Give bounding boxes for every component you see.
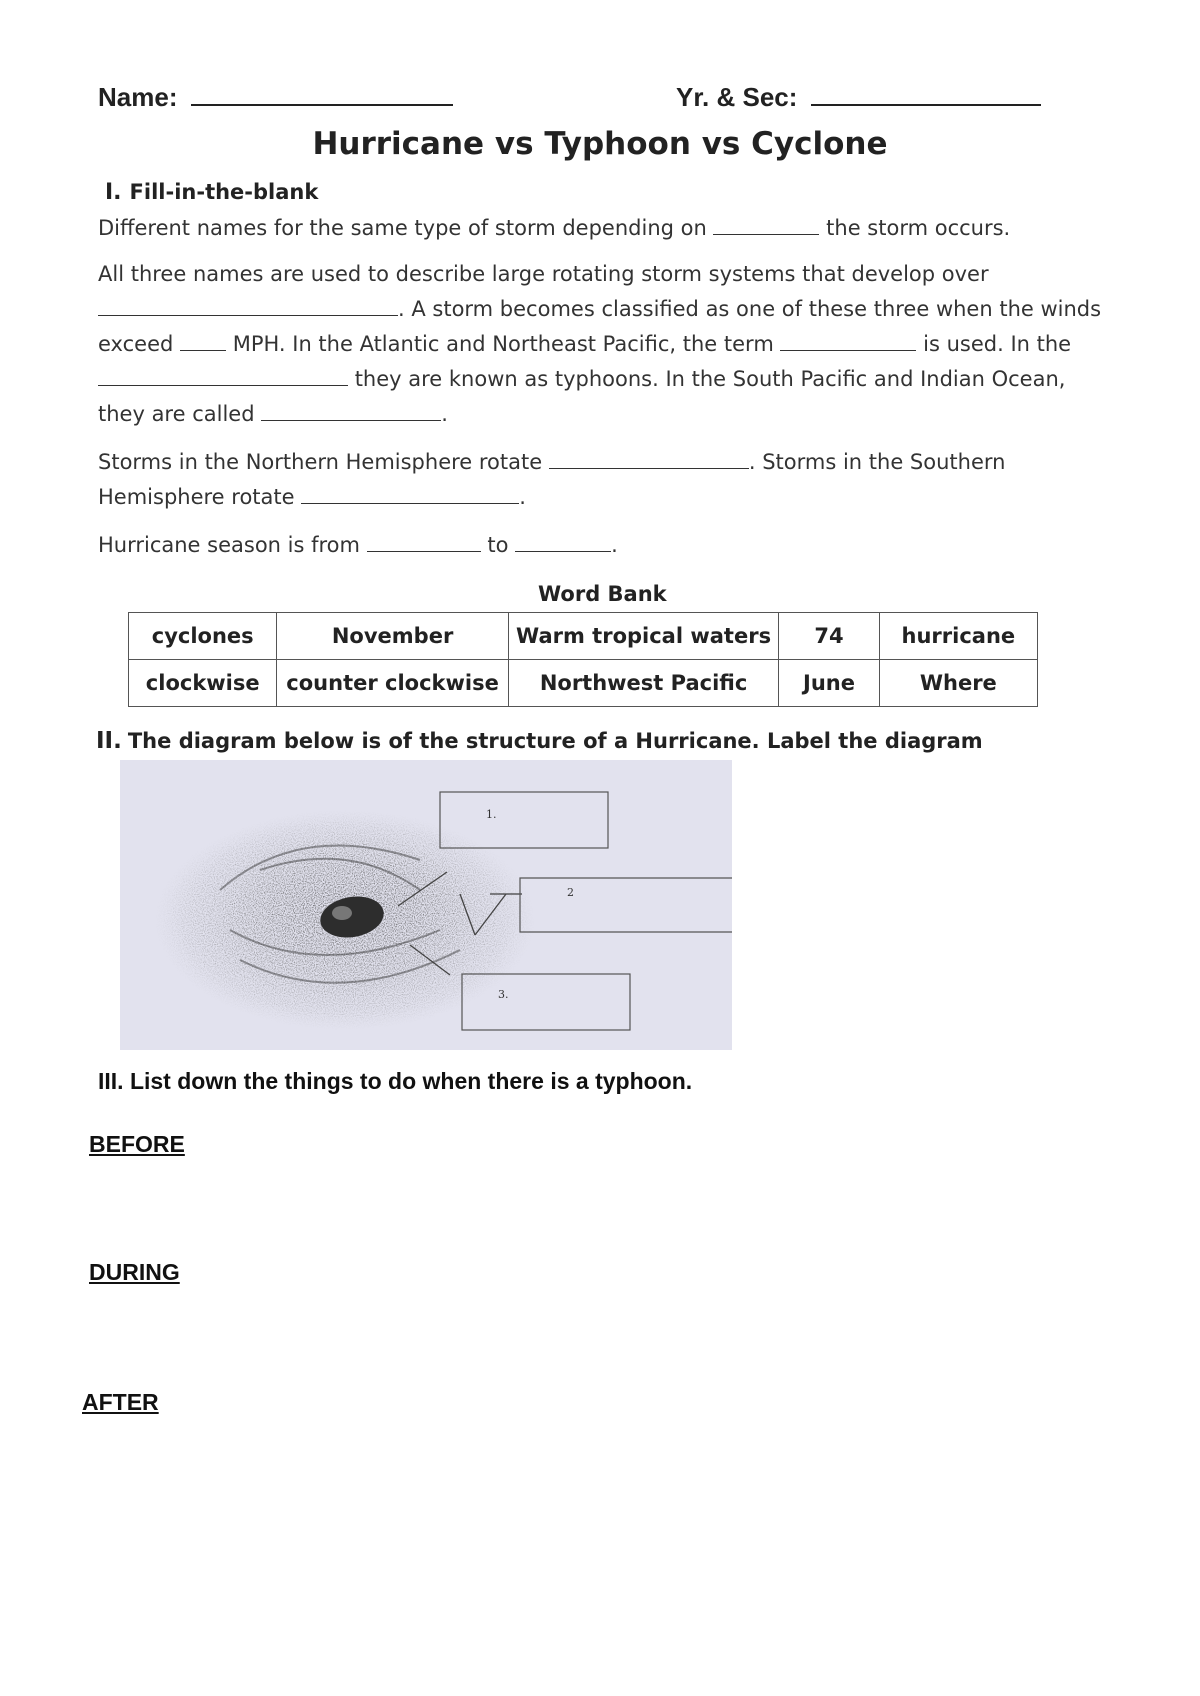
- part2-numeral: II.: [96, 728, 122, 754]
- p3-line-1: [98, 450, 1005, 474]
- p4-text-b: to: [487, 533, 509, 557]
- blank-mph[interactable]: [180, 332, 226, 351]
- blank-season-start[interactable]: [367, 533, 481, 552]
- p2-text-5b: .: [441, 402, 448, 426]
- p1-line: [98, 216, 1010, 240]
- hurricane-diagram: [120, 760, 732, 1050]
- blank-season-end[interactable]: [515, 533, 611, 552]
- name-label: Name:: [98, 82, 178, 112]
- p3-text-2b: .: [519, 485, 526, 509]
- section-blank[interactable]: [811, 104, 1041, 106]
- name-field: [98, 82, 453, 113]
- hurricane-illustration: [120, 760, 732, 1050]
- word-cell: 74: [779, 613, 879, 660]
- blank-north-rotation[interactable]: [549, 450, 749, 469]
- word-cell: counter clockwise: [277, 660, 508, 707]
- word-cell: Where: [879, 660, 1037, 707]
- p3-line-2: [98, 485, 526, 509]
- word-cell: clockwise: [129, 660, 277, 707]
- name-blank[interactable]: [191, 104, 453, 106]
- section-label: Yr. & Sec:: [676, 82, 798, 112]
- word-cell: Warm tropical waters: [508, 613, 779, 660]
- table-row: [129, 660, 1038, 707]
- p1-text-a: Different names for the same type of storm depending on: [98, 216, 707, 240]
- p4-text-a: Hurricane season is from: [98, 533, 360, 557]
- part1-numeral: I.: [105, 180, 122, 205]
- blank-term[interactable]: [780, 332, 916, 351]
- p2-text-3a: exceed: [98, 332, 174, 356]
- part1-heading-text: Fill-in-the-blank: [129, 180, 319, 204]
- part3-heading: III. List down the things to do when there is a typhoon.: [98, 1068, 693, 1094]
- blank-south-rotation[interactable]: [301, 485, 519, 504]
- word-cell: cyclones: [129, 613, 277, 660]
- blank-typhoon-region[interactable]: [98, 367, 348, 386]
- word-cell: June: [779, 660, 879, 707]
- p4-text-c: .: [611, 533, 618, 557]
- section-field: [676, 82, 1041, 113]
- table-row: [129, 613, 1038, 660]
- p2-line-2: [98, 297, 1101, 321]
- p2-line-5: [98, 402, 448, 426]
- blank-develop-over[interactable]: [98, 297, 398, 316]
- p2-text-3c: is used. In the: [923, 332, 1072, 356]
- p3-text-2a: Hemisphere rotate: [98, 485, 295, 509]
- p4-line: [98, 533, 618, 557]
- word-bank-title: Word Bank: [538, 582, 667, 606]
- during-heading: DURING: [89, 1259, 180, 1285]
- after-heading: AFTER: [82, 1389, 159, 1415]
- blank-called[interactable]: [261, 402, 441, 421]
- blank-where[interactable]: [713, 216, 819, 235]
- diagram-label-1: 1.: [486, 808, 497, 821]
- word-cell: hurricane: [879, 613, 1037, 660]
- p3-text-1a: Storms in the Northern Hemisphere rotate: [98, 450, 543, 474]
- p2-line-3: [98, 332, 1071, 356]
- before-heading: BEFORE: [89, 1131, 185, 1157]
- part2-heading-text: The diagram below is of the structure of a Hurricane. Label the diagram: [127, 729, 983, 753]
- word-cell: November: [277, 613, 508, 660]
- diagram-label-3: 3.: [498, 988, 509, 1001]
- p2-line-4: [98, 367, 1065, 391]
- part2-heading: [96, 728, 983, 754]
- page-title: Hurricane vs Typhoon vs Cyclone: [312, 126, 888, 162]
- diagram-label-2: 2: [567, 886, 574, 899]
- p2-text-4: they are known as typhoons. In the South Pacific and Indian Ocean,: [354, 367, 1066, 391]
- label-box-2: [520, 878, 732, 932]
- p2-text-2: . A storm becomes classified as one of these three when the winds: [398, 297, 1102, 321]
- p2-text-3b: MPH. In the Atlantic and Northeast Pacific, the term: [232, 332, 774, 356]
- p2-text-5a: they are called: [98, 402, 255, 426]
- word-bank-table: [128, 612, 1038, 707]
- word-cell: Northwest Pacific: [508, 660, 779, 707]
- part1-heading: [105, 180, 318, 205]
- p2-line-1: All three names are used to describe large rotating storm systems that develop over: [98, 262, 989, 286]
- p1-text-b: the storm occurs.: [826, 216, 1011, 240]
- p3-text-1b: . Storms in the Southern: [748, 450, 1006, 474]
